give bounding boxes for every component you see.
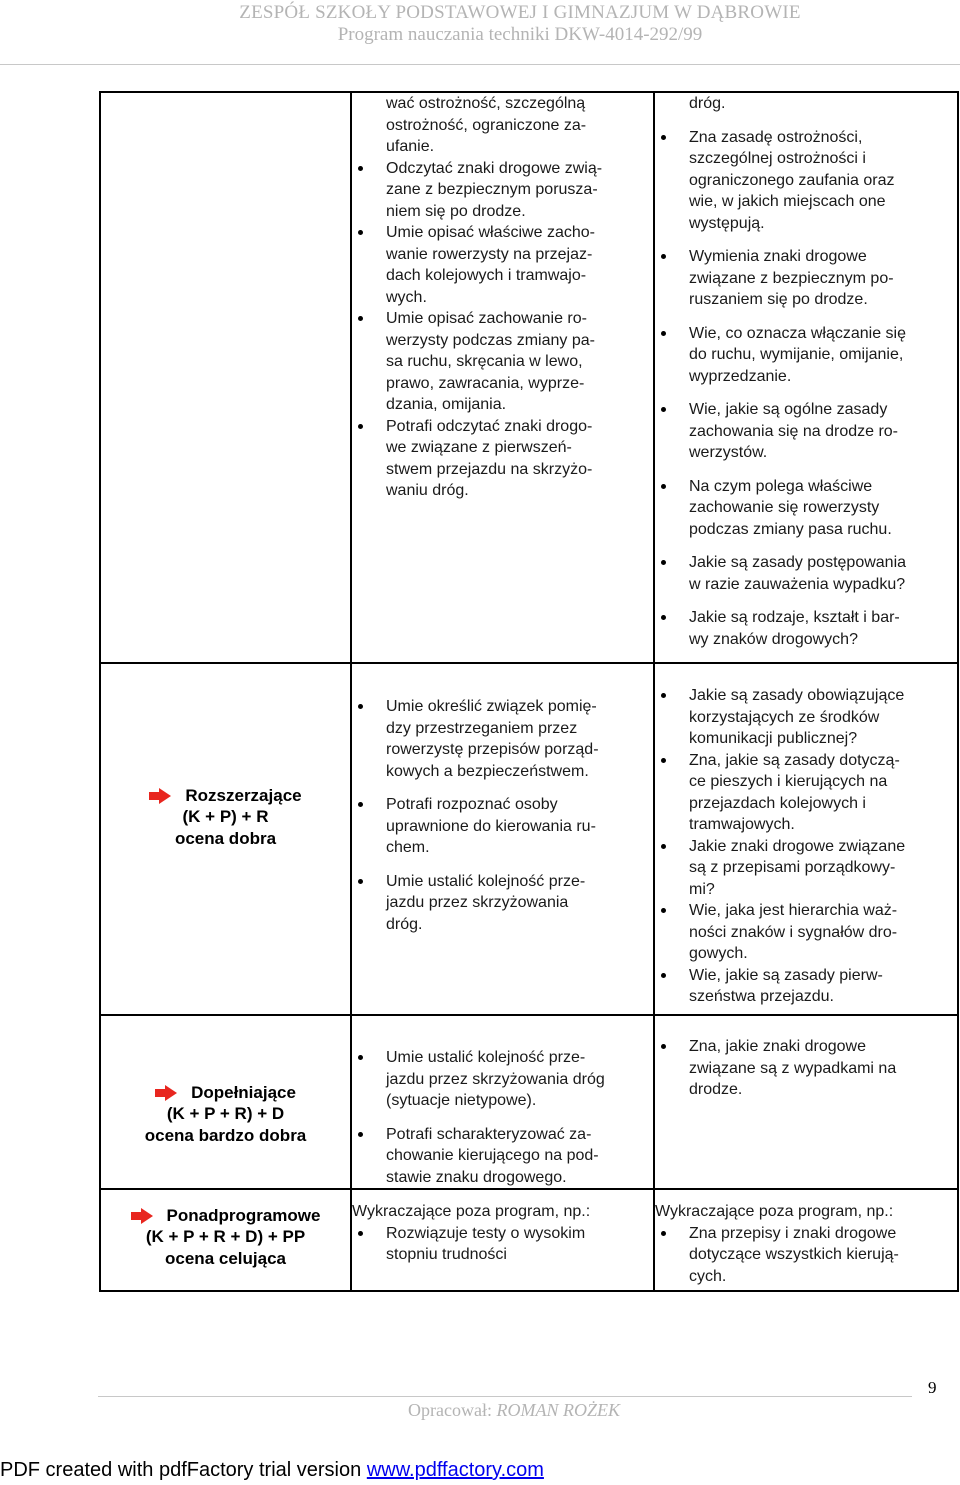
beyond-program-intro: Wykraczające poza program, np.: xyxy=(655,1203,894,1220)
level-label xyxy=(101,785,350,850)
questions-list xyxy=(655,127,957,651)
skills-cell xyxy=(351,1189,654,1291)
continued-text: dróg. xyxy=(689,95,726,112)
list-item: Jakie są zasady postępowania w razie zauważenia wypadku? xyxy=(655,552,957,595)
questions-cell xyxy=(654,663,958,1015)
level-name: Ponadprogramowe xyxy=(166,1205,321,1225)
level-cell-empty xyxy=(100,92,351,663)
arrow-right-icon xyxy=(131,1208,153,1224)
level-label xyxy=(101,1205,350,1270)
questions-cell xyxy=(654,1015,958,1189)
author-credit xyxy=(408,1400,620,1421)
level-cell xyxy=(100,663,351,1015)
requirements-table xyxy=(99,91,959,1292)
table-row xyxy=(100,663,958,1015)
level-name: Rozszerzające xyxy=(185,785,302,805)
list-item: Potrafi rozpoznać osoby uprawnione do kierowania ru- chem. xyxy=(352,794,653,859)
beyond-program-intro: Wykraczające poza program, np.: xyxy=(352,1203,591,1220)
skills-list xyxy=(352,1223,653,1266)
list-item: Rozwiązuje testy o wysokim stopniu trudności xyxy=(352,1223,653,1266)
level-name: Dopełniające xyxy=(191,1082,296,1102)
list-item: Potrafi odczytać znaki drogo- we związane z pierwszeń- stwem przejazdu na skrzyżo- waniu dróg. xyxy=(352,416,653,502)
questions-cell xyxy=(654,92,958,663)
level-formula: (K + P + R) + D xyxy=(166,1104,285,1124)
table-row xyxy=(100,1015,958,1189)
level-formula: (K + P + R + D) + PP xyxy=(145,1227,306,1247)
list-item: Zna, jakie znaki drogowe związane są z wypadkami na drodze. xyxy=(655,1036,957,1101)
level-label xyxy=(101,1082,350,1147)
table-row xyxy=(100,1189,958,1291)
skills-list xyxy=(352,696,653,935)
list-item: Umie opisać właściwe zacho- wanie rowerzysty na przejaz- dach kolejowych i tramwajo- wych. xyxy=(352,222,653,308)
level-cell xyxy=(100,1015,351,1189)
author-name: ROMAN ROŻEK xyxy=(496,1400,620,1420)
skills-list xyxy=(352,158,653,502)
skills-list xyxy=(352,1047,653,1188)
list-item: Wie, jaka jest hierarchia waż- ności znaków i sygnałów dro- gowych. xyxy=(655,900,957,965)
level-grade: ocena dobra xyxy=(174,828,277,848)
list-item: Wie, jakie są zasady pierw- szeństwa przejazdu. xyxy=(655,965,957,1008)
list-item: Wie, co oznacza włączanie się do ruchu, wymijanie, omijanie, wyprzedzanie. xyxy=(655,323,957,388)
list-item: Zna zasadę ostrożności, szczególnej ostrożności i ograniczonego zaufania oraz wie, w jakich miejscach one występują. xyxy=(655,127,957,235)
list-item: Odczytać znaki drogowe zwią- zane z bezpiecznym porusza- niem się po drodze. xyxy=(352,158,653,223)
pdf-watermark xyxy=(0,1459,544,1482)
pdffactory-link[interactable]: www.pdffactory.com xyxy=(366,1459,544,1481)
level-grade: ocena bardzo dobra xyxy=(144,1125,307,1145)
level-grade: ocena celująca xyxy=(165,1248,286,1268)
questions-cell xyxy=(654,1189,958,1291)
page-number: 9 xyxy=(928,1378,937,1397)
level-formula: (K + P) + R xyxy=(182,807,269,827)
arrow-right-icon xyxy=(149,788,171,804)
list-item: Umie opisać zachowanie ro- werzysty podczas zmiany pa- sa ruchu, skręcania w lewo, prawo, zawracania, wyprze- dzania, omijania. xyxy=(352,308,653,416)
list-item: Umie ustalić kolejność prze- jazdu przez skrzyżowania dróg (sytuacje nietypowe). xyxy=(352,1047,653,1112)
list-item: Umie ustalić kolejność prze- jazdu przez skrzyżowania dróg. xyxy=(352,871,653,936)
list-item: Na czym polega właściwe zachowanie się rowerzysty podczas zmiany pasa ruchu. xyxy=(655,476,957,541)
list-item: Zna, jakie są zasady dotyczą- ce pieszych i kierujących na przejazdach kolejowych i tramwajowych. xyxy=(655,750,957,836)
questions-list xyxy=(655,685,957,1008)
continued-text: wać ostrożność, szczególną ostrożność, ograniczone za- ufanie. xyxy=(386,95,587,155)
list-item: Umie określić związek pomię- dzy przestrzeganiem przez rowerzystę przepisów porząd- kowych a bezpieczeństwem. xyxy=(352,696,653,782)
table-row xyxy=(100,92,958,663)
skills-cell xyxy=(351,1015,654,1189)
list-item: Potrafi scharakteryzować za- chowanie kierującego na pod- stawie znaku drogowego. xyxy=(352,1124,653,1189)
footer-divider xyxy=(98,1396,912,1397)
questions-list xyxy=(655,1036,957,1101)
list-item: Wie, jakie są ogólne zasady zachowania się na drodze ro- werzystów. xyxy=(655,399,957,464)
pdf-note-text: PDF created with pdfFactory trial version xyxy=(0,1459,362,1481)
skills-cell xyxy=(351,92,654,663)
list-item: Jakie są rodzaje, kształt i bar- wy znaków drogowych? xyxy=(655,607,957,650)
list-item: Zna przepisy i znaki drogowe dotyczące wszystkich kierują- cych. xyxy=(655,1223,957,1288)
list-item: Jakie znaki drogowe związane są z przepisami porządkowy- mi? xyxy=(655,836,957,901)
skills-cell xyxy=(351,663,654,1015)
author-prefix: Opracował: xyxy=(408,1400,492,1420)
arrow-right-icon xyxy=(155,1085,177,1101)
questions-list xyxy=(655,1223,957,1288)
school-name: ZESPÓŁ SZKOŁY PODSTAWOWEJ I GIMNAZJUM W DĄBROWIE xyxy=(239,2,801,23)
program-title: Program nauczania techniki DKW-4014-292/99 xyxy=(337,24,703,45)
list-item: Jakie są zasady obowiązujące korzystających ze środków komunikacji publicznej? xyxy=(655,685,957,750)
list-item: Wymienia znaki drogowe związane z bezpiecznym po- ruszaniem się po drodze. xyxy=(655,246,957,311)
level-cell xyxy=(100,1189,351,1291)
page-header xyxy=(0,0,960,65)
